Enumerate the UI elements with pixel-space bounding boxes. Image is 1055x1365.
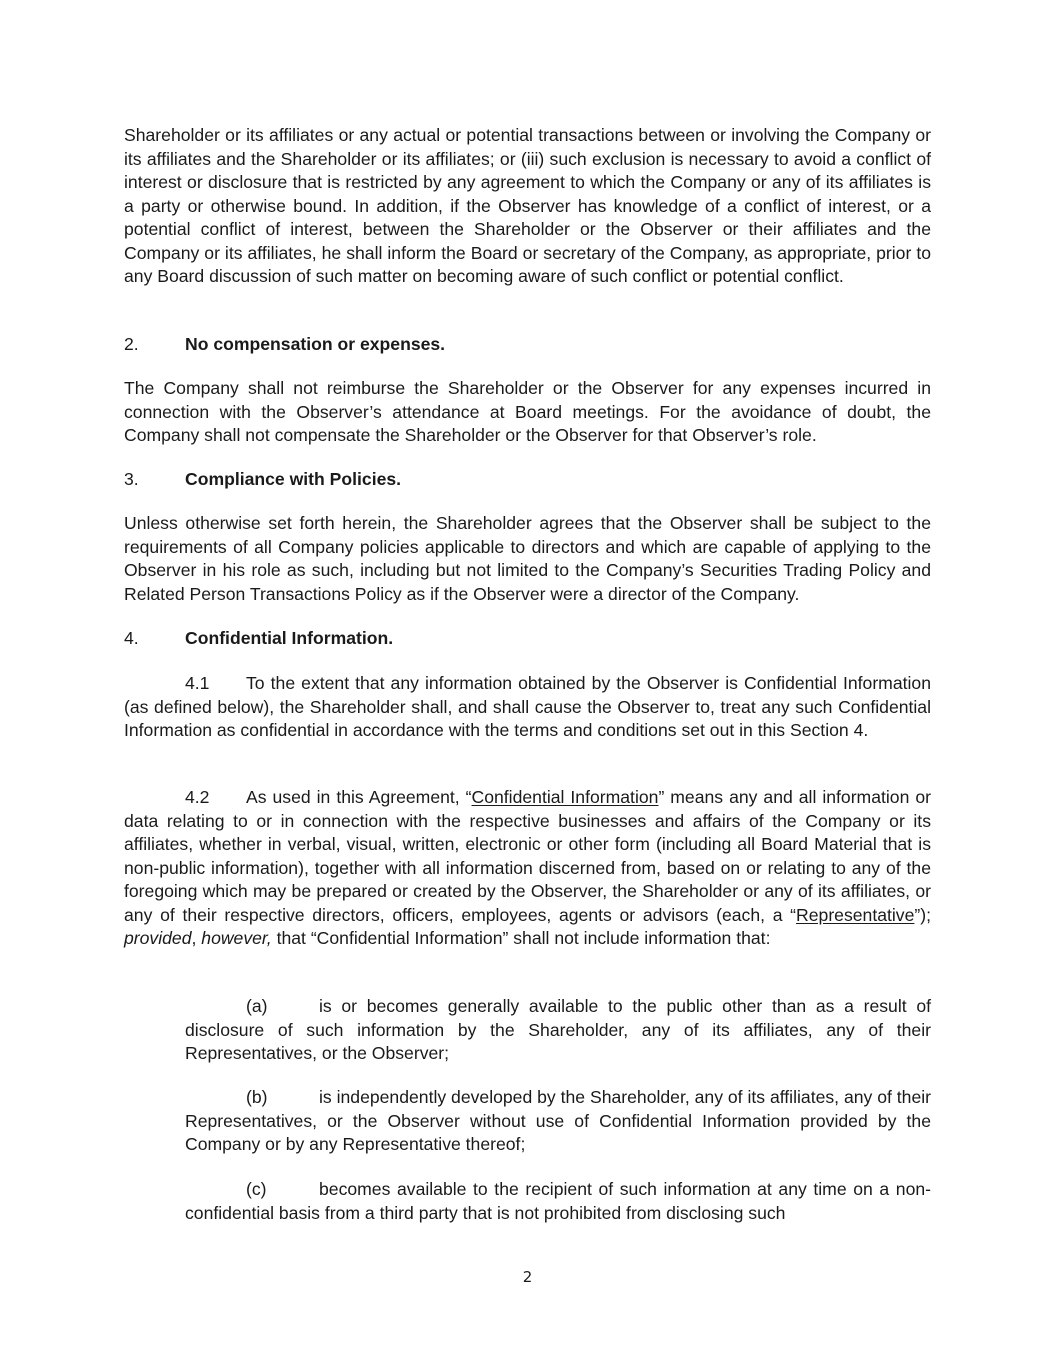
subsection-4-1-number: 4.1	[185, 673, 210, 693]
subsection-4-2	[124, 786, 931, 951]
section-4-heading	[124, 627, 931, 651]
section-2-number: 2.	[124, 334, 139, 354]
subsection-4-2-text: ,	[191, 928, 202, 948]
subsection-4-1	[124, 672, 931, 743]
subsection-4-2-text: that “Confidential Information” shall not include information that:	[271, 928, 771, 948]
section-2-title: No compensation or expenses.	[185, 334, 446, 354]
section-2-heading	[124, 333, 931, 357]
clause-b	[185, 1086, 931, 1157]
italic-however: however,	[201, 928, 272, 948]
clause-c-text: becomes available to the recipient of such information at any time on a non-confidential basis from a third party that is not prohibited from disclosing such	[185, 1179, 931, 1223]
italic-provided: provided	[124, 928, 192, 948]
section-2-body: The Company shall not reimburse the Shareholder or the Observer for any expenses incurred in connection with the Observer’s attendance at Board meetings. For the avoidance of doubt, the Company shall not compensate the Shareholder or the Observer for that Observer’s role.	[124, 378, 931, 445]
clause-b-text: is independently developed by the Shareholder, any of its affiliates, any of their Representatives, or the Observer without use of Confidential Information provided by the Company or by any Representative thereof;	[185, 1087, 931, 1154]
intro-paragraph: Shareholder or its affiliates or any actual or potential transactions between or involving the Company or its affiliates and the Shareholder or its affiliates; or (iii) such exclusion is necessary to avoid a conflict of interest or disclosure that is restricted by any agreement to which the Company or any of its affiliates is a party or otherwise bound. In addition, if the Observer has knowledge of a conflict of interest, or a potential conflict of interest, between the Shareholder or the Observer or their affiliates and the Company or its affiliates, he shall inform the Board or secretary of the Company, as appropriate, prior to any Board discussion of such matter on becoming aware of such conflict or potential conflict.	[124, 125, 931, 286]
section-3-number: 3.	[124, 469, 139, 489]
subsection-4-2-number: 4.2	[185, 787, 210, 807]
clause-c-label: (c)	[246, 1179, 267, 1199]
section-4-title: Confidential Information.	[185, 628, 394, 648]
clause-a-text: is or becomes generally available to the public other than as a result of disclosure of such information by the Shareholder, any of its affiliates, any of their Representatives, or the Observer;	[185, 996, 931, 1063]
clause-c	[185, 1178, 931, 1225]
subsection-4-1-text: To the extent that any information obtained by the Observer is Confidential Information (as defined below), the Shareholder shall, and shall cause the Observer to, treat any such Confidential Information as confidential in accordance with the terms and conditions set out in this Section 4.	[124, 673, 931, 740]
section-3-title: Compliance with Policies.	[185, 469, 402, 489]
section-4-number: 4.	[124, 628, 139, 648]
clause-a	[185, 995, 931, 1066]
page-number: 2	[522, 1268, 533, 1286]
clause-b-label: (b)	[246, 1087, 268, 1107]
subsection-4-2-text: As used in this Agreement, “	[246, 787, 472, 807]
clause-a-label: (a)	[246, 996, 268, 1016]
defined-term-representative: Representative	[796, 904, 915, 925]
defined-term-confidential-information: Confidential Information	[471, 787, 659, 807]
subsection-4-2-text: ”);	[914, 904, 931, 925]
section-3-heading	[124, 468, 931, 492]
subsection-4-2-text: ” means any and all information or data relating to or in connection with the respective businesses and affairs of the Company or its affiliates, whether in verbal, visual, written, electronic or other form (including all Board Material that is non-public information), together with all information discerned from, based on or relating to any of the foregoing which may be prepared or created by the Observer, the Shareholder or any of its affiliates, or any of their respective directors, officers, employees, agents or advisors (each, a “	[124, 787, 931, 925]
section-3-body: Unless otherwise set forth herein, the Shareholder agrees that the Observer shall be subject to the requirements of all Company policies applicable to directors and which are capable of applying to the Observer in his role as such, including but not limited to the Company’s Securities Trading Policy and Related Person Transactions Policy as if the Observer were a director of the Company.	[124, 513, 931, 604]
